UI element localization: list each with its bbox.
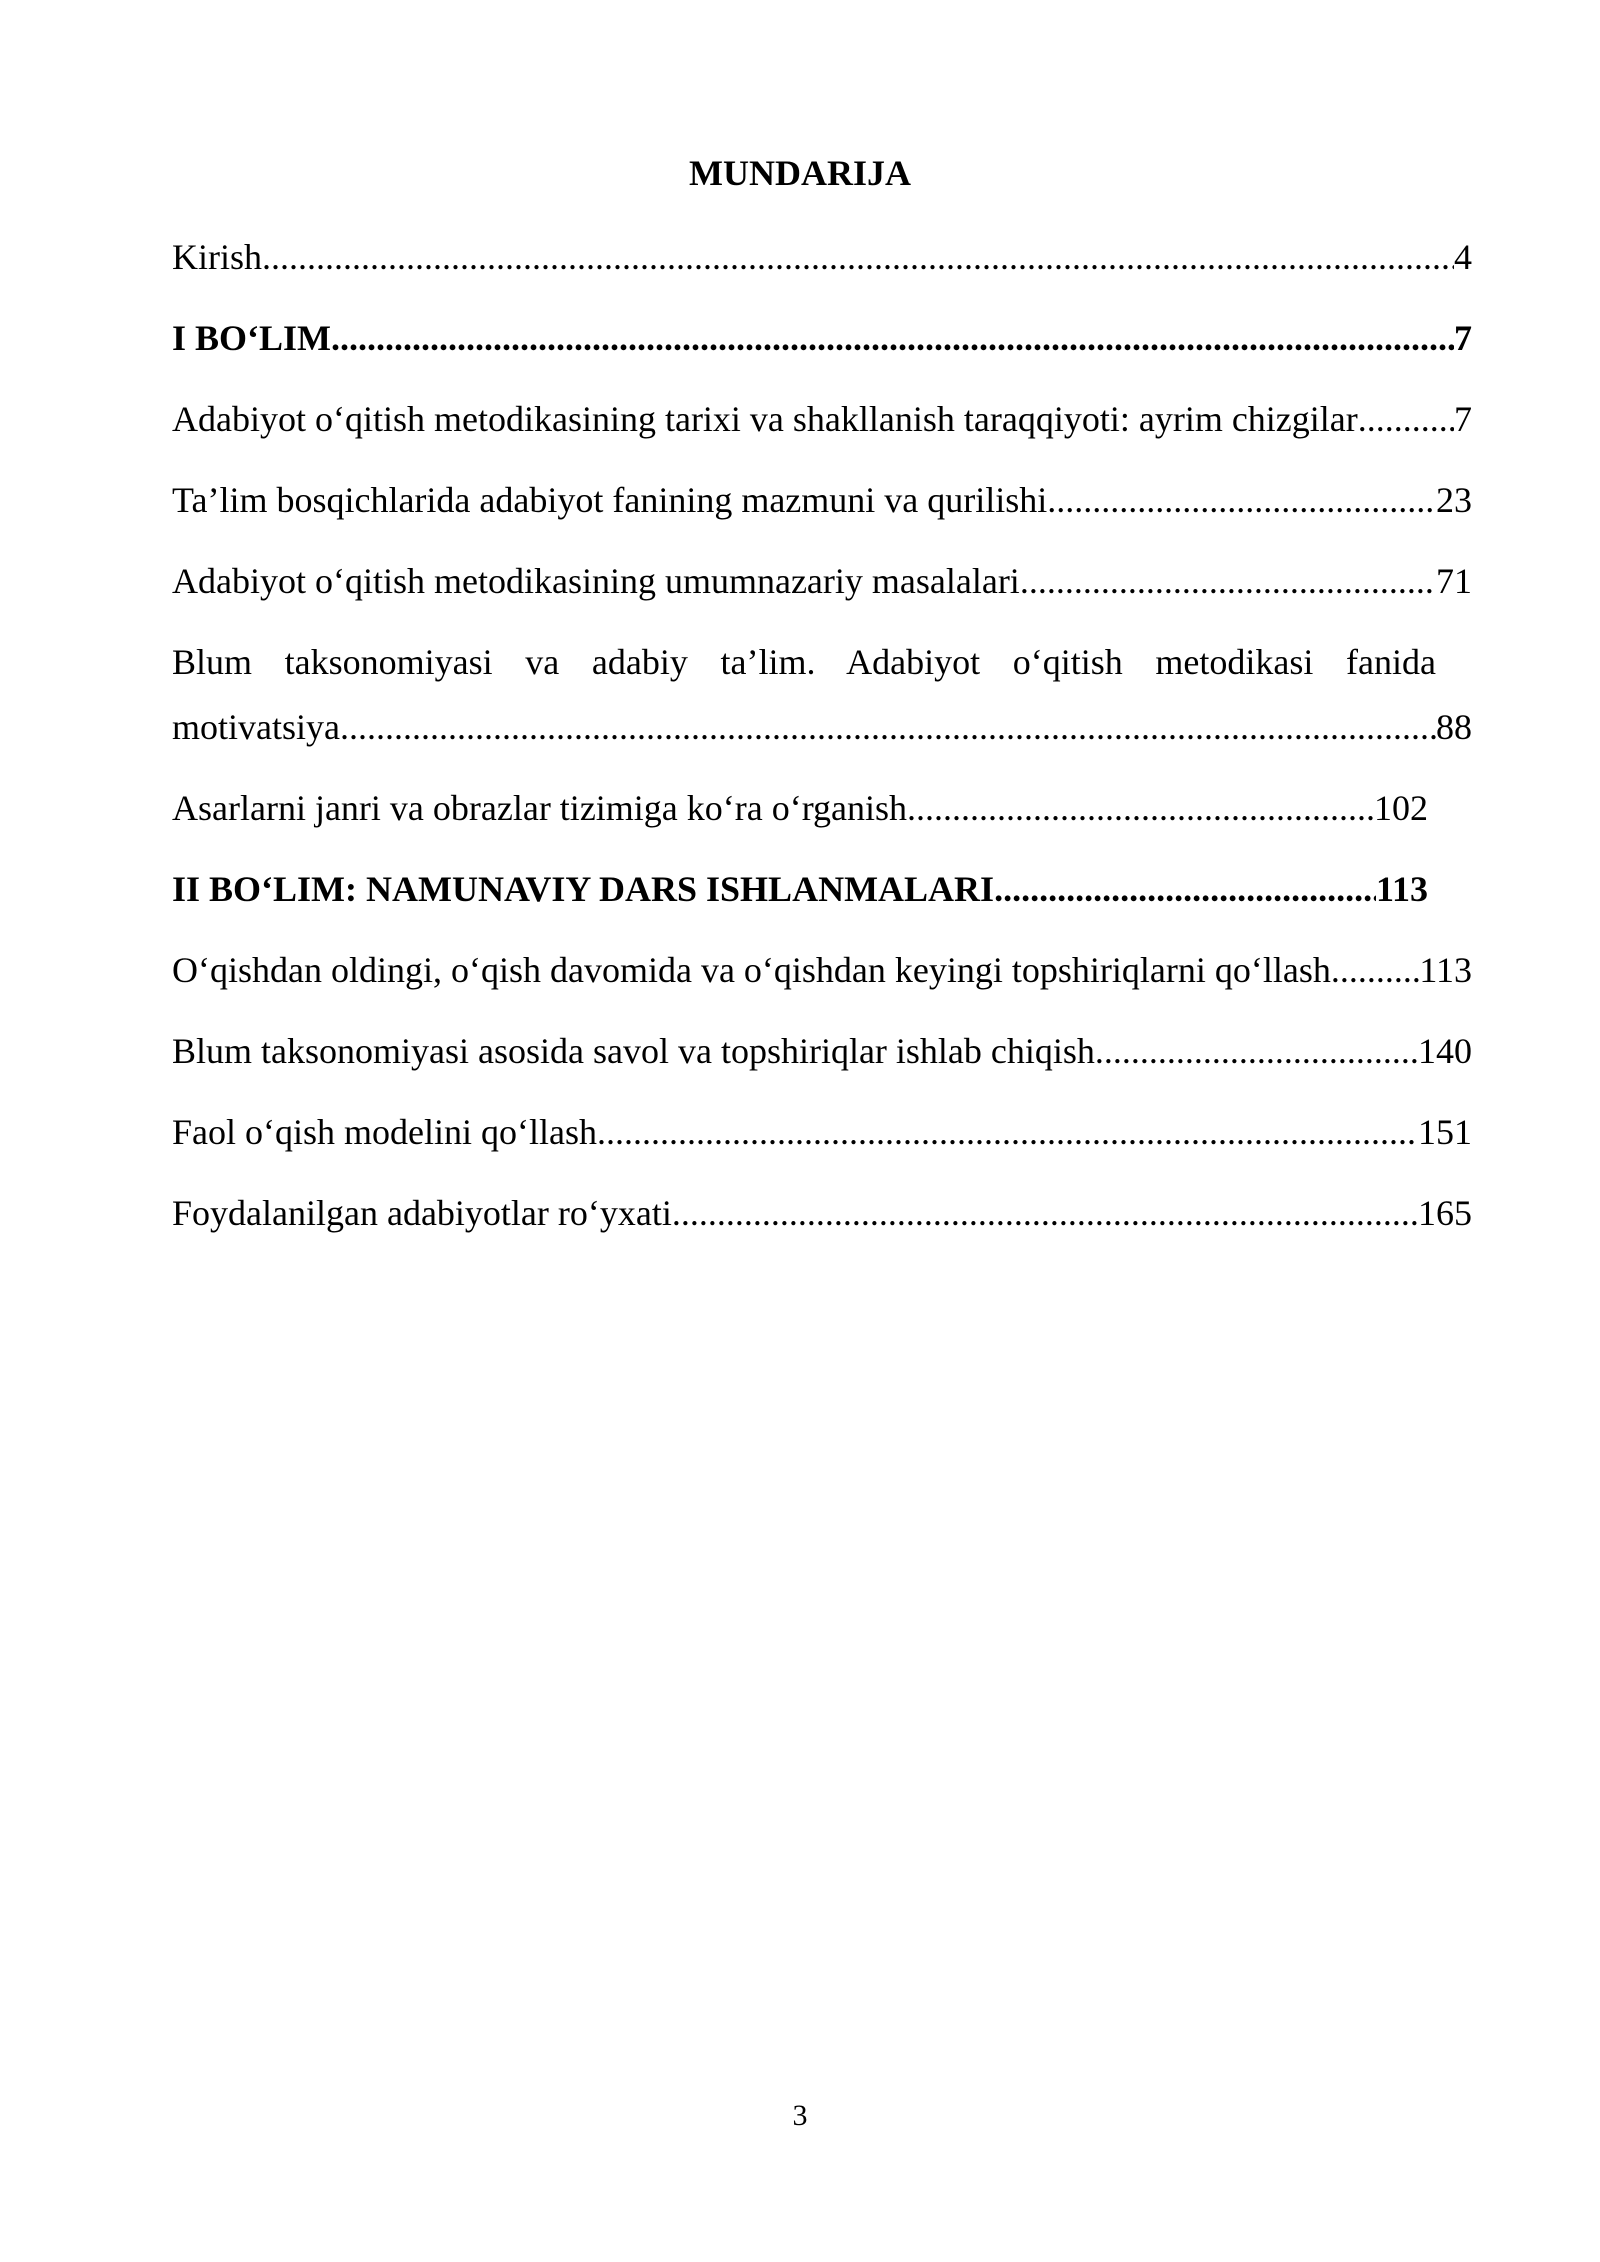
toc-entry-title: Adabiyot o‘qitish metodikasining tarixi va shakllanish taraqqiyoti: ayrim chizgilar [172,399,1358,439]
toc-entry-reading-tasks[interactable] [172,945,1472,995]
toc-leader-dots [597,1107,1418,1157]
toc-entry-bloom-motivation[interactable] [172,637,1472,752]
page-title: MUNDARIJA [689,153,911,193]
toc-leader-dots [1358,394,1454,444]
toc-entry-page: 4 [1454,237,1472,277]
toc-entry-page: 71 [1436,561,1472,601]
toc-leader-dots [1095,1026,1418,1076]
toc-entry-title-line2: motivatsiya [172,707,340,747]
toc-entry-title-line1: Blum taksonomiyasi va adabiy ta’lim. Adabiyot o‘qitish metodikasi fanida [172,642,1436,682]
toc-entry-title: I BO‘LIM [172,318,332,358]
toc-entry-title: Asarlarni janri va obrazlar tizimiga ko‘ra o‘rganish [172,788,908,828]
toc-entry-page: 23 [1436,480,1472,520]
toc-entry-page: 165 [1418,1193,1472,1233]
toc-entry-page: 113 [1419,950,1472,990]
toc-entry-history[interactable] [172,394,1472,444]
toc-entry-page: 7 [1454,318,1472,358]
toc-entry-page: 102 [1374,788,1428,828]
toc-leader-dots [340,702,1436,752]
toc-leader-dots [672,1188,1418,1238]
toc-entry-page: 7 [1454,399,1472,439]
toc-entry-active-reading[interactable] [172,1107,1472,1157]
toc-entry-title: O‘qishdan oldingi, o‘qish davomida va o‘qishdan keyingi topshiriqlarni qo‘llash [172,950,1331,990]
toc-entry-title: Kirish [172,237,262,277]
toc-entry-title: Foydalanilgan adabiyotlar ro‘yxati [172,1193,672,1233]
toc-entry-kirish[interactable] [172,232,1472,282]
toc-entry-general-theory[interactable] [172,556,1472,606]
toc-leader-dots [1020,556,1436,606]
toc-entry-title: Faol o‘qish modelini qo‘llash [172,1112,597,1152]
toc-entry-bloom-questions[interactable] [172,1026,1472,1076]
toc-entry-page: 88 [1436,707,1472,747]
toc-entry-part-one[interactable] [172,313,1472,363]
toc-entry-page: 151 [1418,1112,1472,1152]
toc-entry-bibliography[interactable] [172,1188,1472,1238]
table-of-contents [172,232,1472,1269]
toc-entry-title: II BO‘LIM: NAMUNAVIY DARS ISHLANMALARI [172,869,995,909]
toc-entry-part-two[interactable] [172,864,1472,914]
toc-entry-page: 113 [1375,869,1428,909]
toc-leader-dots [994,864,1376,914]
toc-entry-title: Adabiyot o‘qitish metodikasining umumnazariy masalalari [172,561,1020,601]
toc-leader-dots [1331,945,1419,995]
toc-leader-dots [1047,475,1436,525]
toc-entry-content-structure[interactable] [172,475,1472,525]
toc-entry-genres-images[interactable] [172,783,1472,833]
toc-entry-title: Blum taksonomiyasi asosida savol va topshiriqlar ishlab chiqish [172,1031,1095,1071]
toc-leader-dots [262,232,1454,282]
toc-leader-dots [907,783,1374,833]
page-number: 3 [792,2099,808,2132]
toc-leader-dots [331,313,1454,363]
toc-entry-title: Ta’lim bosqichlarida adabiyot fanining mazmuni va qurilishi [172,480,1048,520]
toc-entry-page: 140 [1418,1031,1472,1071]
